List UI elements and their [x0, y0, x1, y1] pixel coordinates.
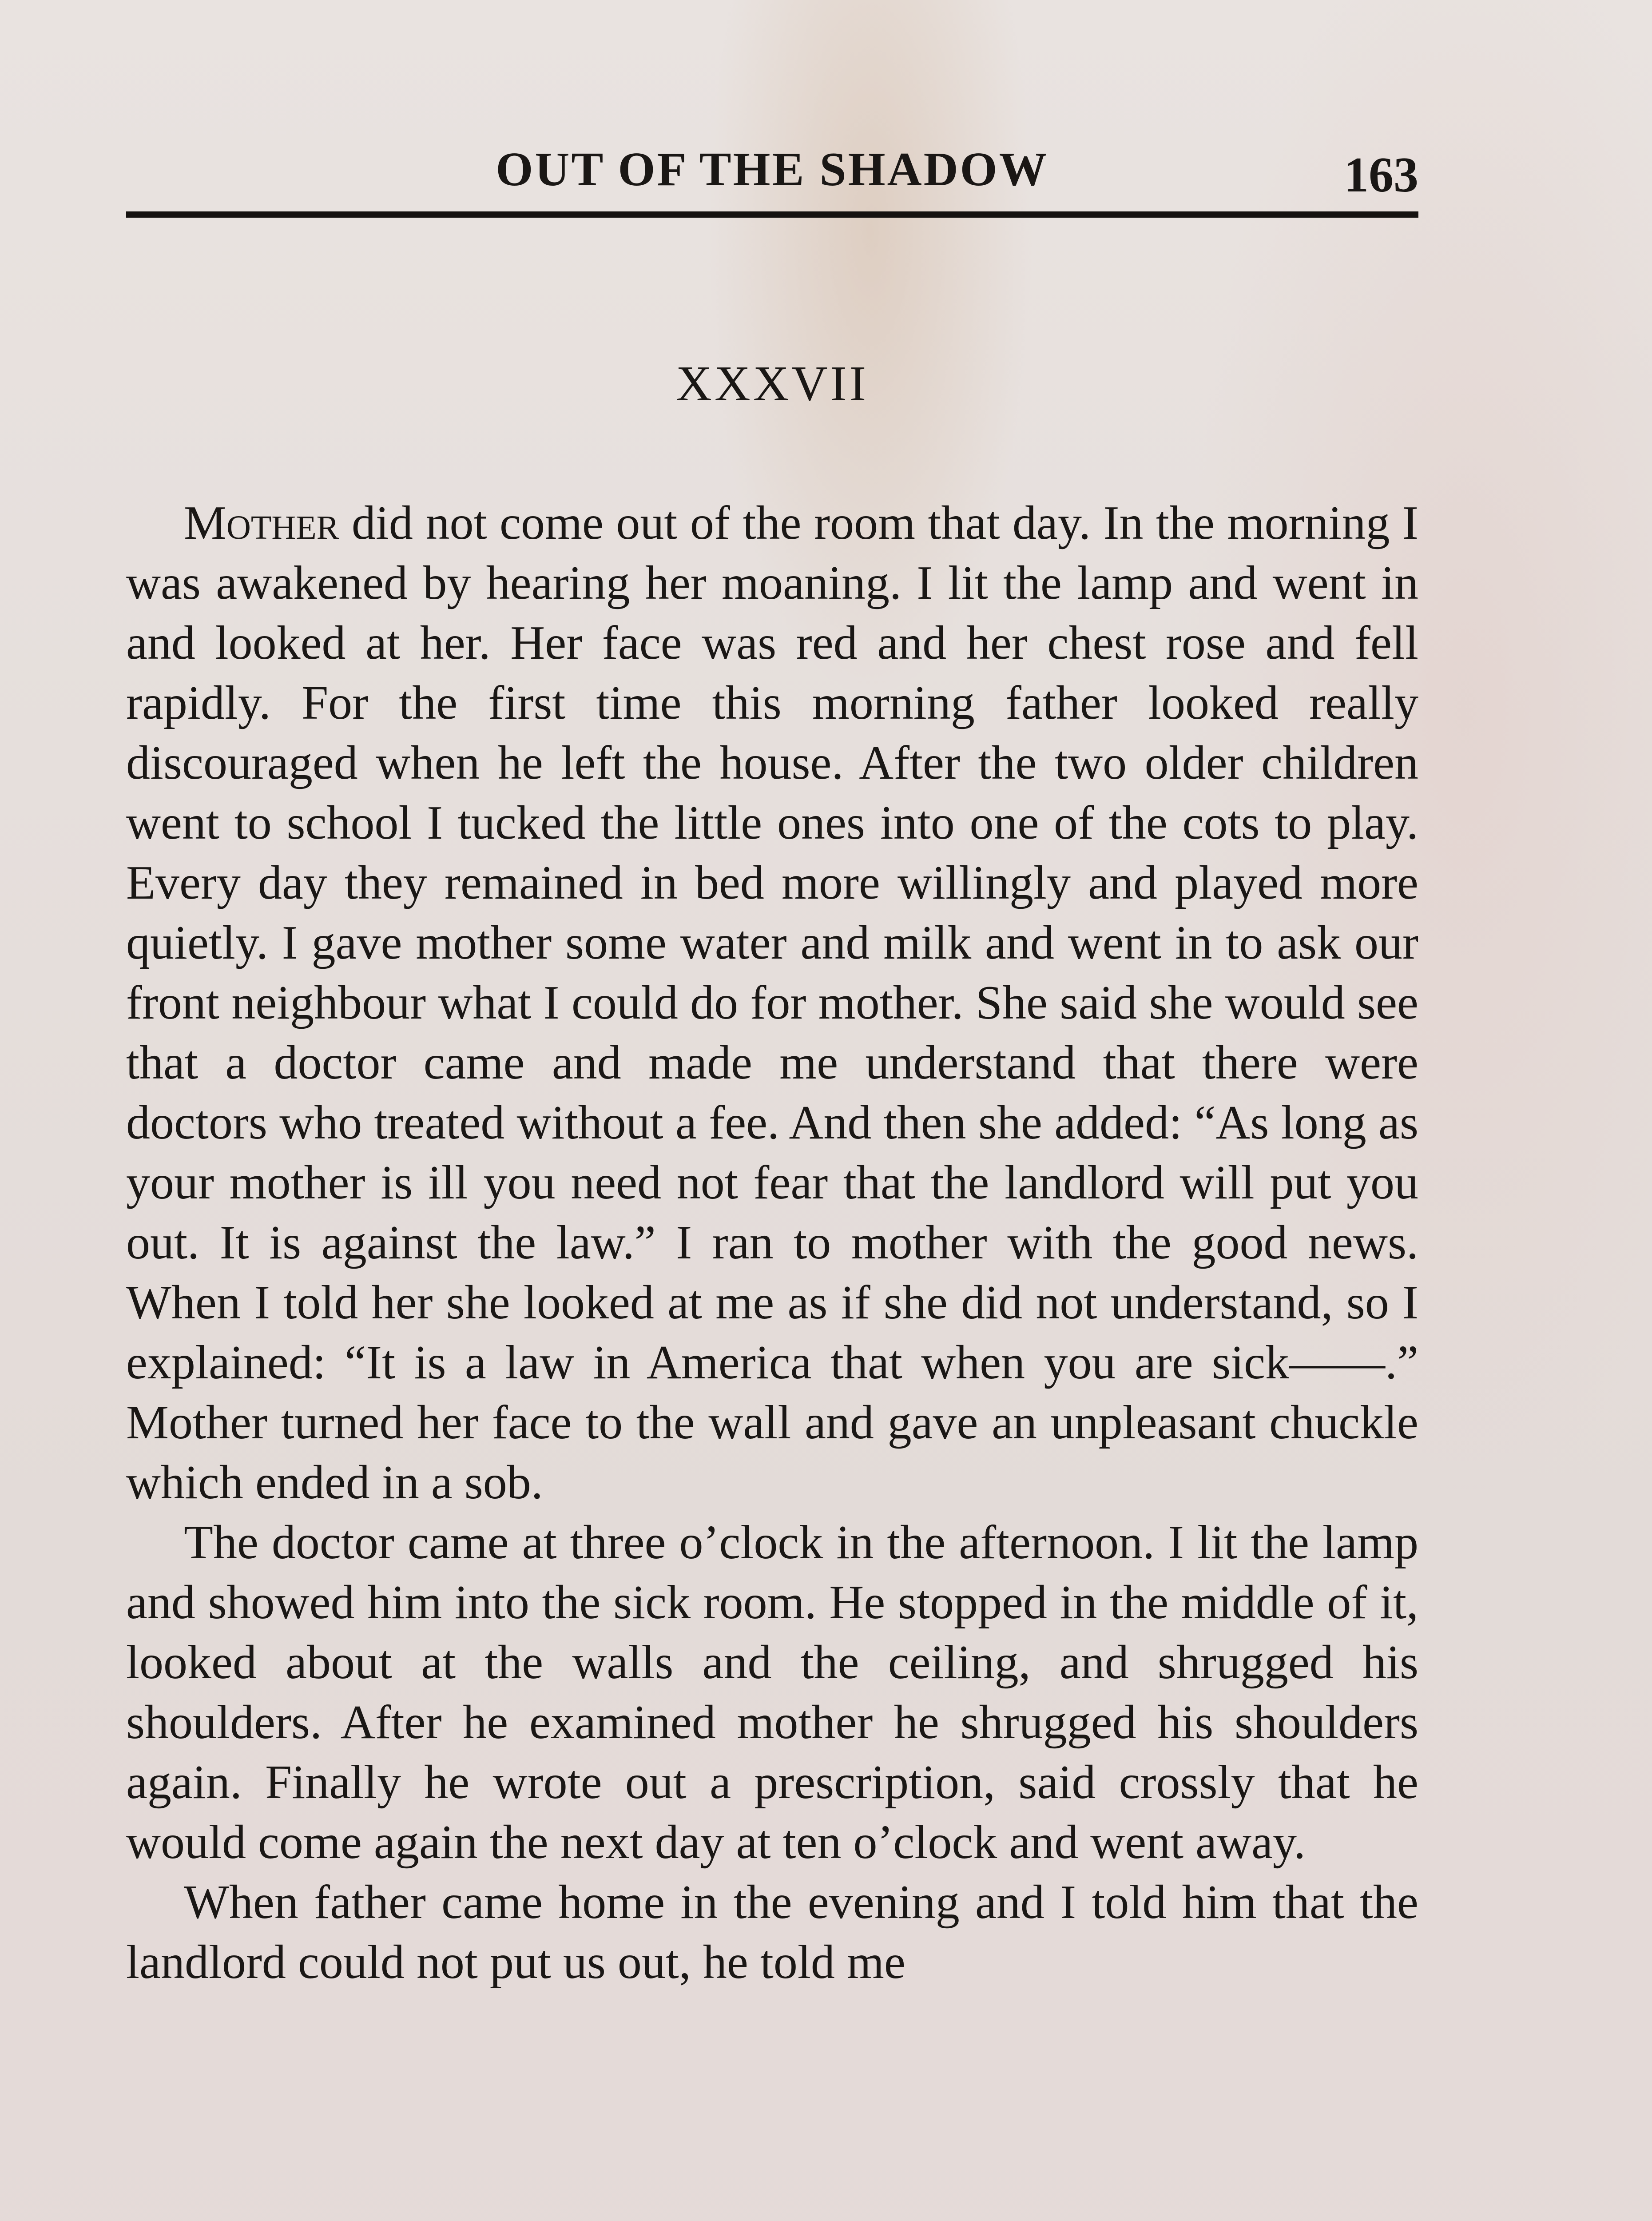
page-header [126, 133, 1418, 222]
paragraph-lead-word: Mother [184, 497, 339, 549]
paragraph-2: The doctor came at three o’clock in the afternoon. I lit the lamp and showed him into the sick room. He stopped in the middle of it, looked about at the walls and the ceiling, and shrugged his shoulders. After he examined mother he shrugged his shoulders again. Finally he wrote out a prescription, said crossly that he would come again the next day at ten o’clock and went away. [126, 1516, 1418, 1869]
paragraph-1 [126, 493, 1418, 1513]
header-rule [126, 211, 1418, 218]
paragraph-3: When father came home in the evening and I told him that the landlord could not put us out, he told me [126, 1876, 1418, 1989]
chapter-heading: XXXVII [675, 356, 869, 411]
body-text [126, 493, 1418, 1992]
running-title: OUT OF THE SHADOW [496, 143, 1049, 196]
paragraph-1-text: did not come out of the room that day. In the morning I was awakened by hearing her moaning. I lit the lamp and went in and looked at her. Her face was red and her chest rose and fell rapidly. For the first time this morning father looked really discouraged when he left the house. After the two older children went to school I tucked the little ones into one of the cots to play. Every day they remained in bed more willingly and played more quietly. I gave mother some water and milk and went in to ask our front neighbour what I could do for mother. She said she would see that a doctor came and made me understand that there were doctors who treated without a fee. And then she added: “As long as your mother is ill you need not fear that the landlord will put you out. It is against the law.” I ran to mother with the good news. When I told her she looked at me as if she did not understand, so I explained: “It is a law in America that when you are sick——.” Mother turned her face to the wall and gave an unpleasant chuckle which ended in a sob. [126, 497, 1418, 1509]
page-number: 163 [1344, 147, 1418, 203]
